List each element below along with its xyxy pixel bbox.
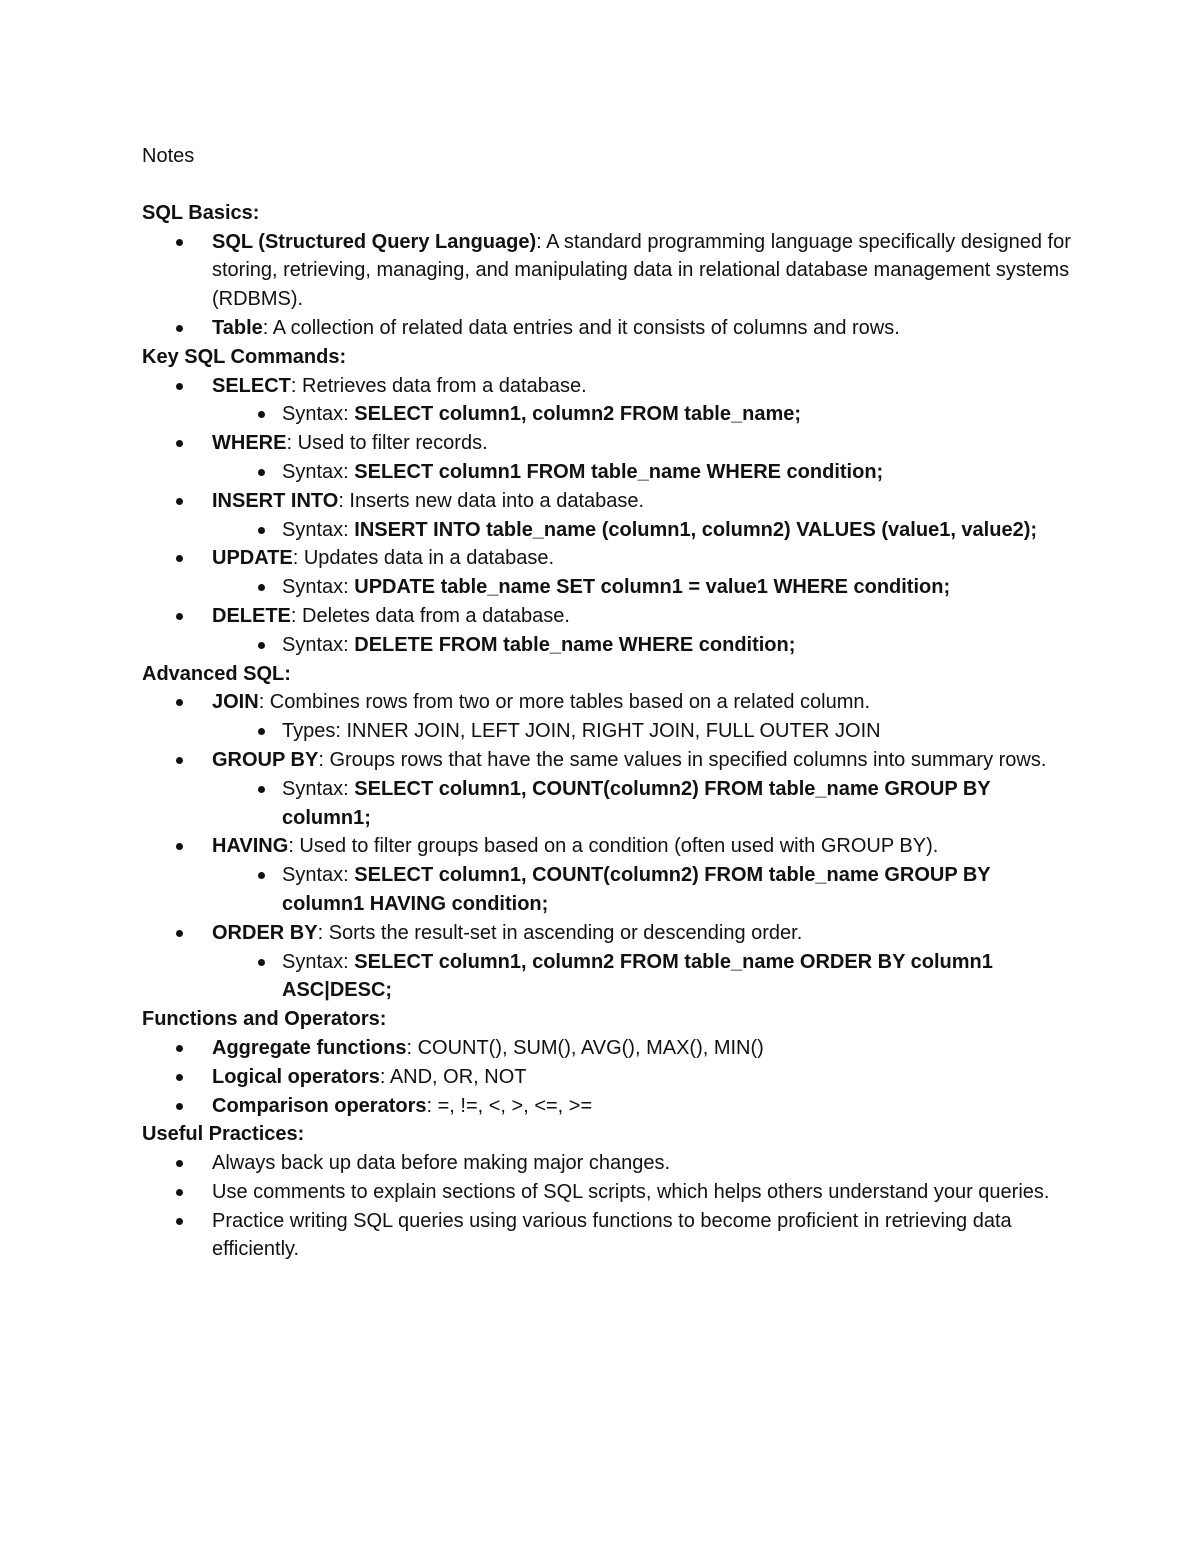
sub-list-item [212,631,1072,660]
bullet-icon [176,383,183,390]
bullet-icon [258,959,265,966]
sub-bullet-list [212,631,1072,660]
syntax-label: Syntax: [282,576,355,599]
syntax-code: SELECT column1, COUNT(column2) FROM table_name GROUP BY column1 HAVING condition; [282,864,991,915]
sub-bullet-list [212,861,1072,919]
list-item [142,487,1072,545]
sub-list-item [212,516,1072,545]
list-item [142,688,1072,746]
item-term: JOIN [212,691,259,714]
bullet-icon [176,1074,183,1081]
item-description: Practice writing SQL queries using various functions to become proficient in retrieving data efficiently. [212,1209,1012,1261]
item-description: : Inserts new data into a database. [338,489,645,512]
bullet-icon [176,1103,183,1110]
item-term: SQL (Structured Query Language) [212,230,537,253]
bullet-list [142,1034,1072,1120]
bullet-list [142,228,1072,343]
item-term: SELECT [212,374,291,397]
syntax-code: SELECT column1, column2 FROM table_name; [354,403,802,426]
bullet-icon [176,498,183,505]
item-description: : Updates data in a database. [292,547,555,570]
bullet-icon [176,1160,183,1167]
list-item [142,832,1072,918]
sub-list-item [212,573,1072,602]
item-description: Use comments to explain sections of SQL scripts, which helps others understand your queries. [212,1180,1050,1203]
sub-list-item [212,948,1072,1006]
bullet-icon [176,843,183,850]
bullet-icon [258,584,265,591]
syntax-label: Syntax: [282,950,355,973]
item-description: : AND, OR, NOT [379,1065,527,1088]
syntax-code: DELETE FROM table_name WHERE condition; [354,633,796,656]
bullet-icon [176,699,183,706]
bullet-icon [176,1218,183,1225]
syntax-label: Syntax: [282,460,355,483]
bullet-icon [258,786,265,793]
item-description: : Deletes data from a database. [290,604,570,627]
bullet-icon [176,555,183,562]
item-term: Comparison operators [212,1094,427,1117]
section-heading: SQL Basics: [142,201,260,224]
list-item [142,372,1072,430]
item-description: : A standard programming language specifically designed for storing, retrieving, managing, and manipulating data in relational database management systems (RDBMS). [212,230,1071,311]
syntax-label: Types: INNER JOIN, LEFT JOIN, RIGHT JOIN, FULL OUTER JOIN [282,720,881,743]
document-title: Notes [142,145,195,167]
list-item [142,544,1072,602]
sub-bullet-list [212,717,1072,746]
list-item [142,1149,1072,1178]
section-heading: Functions and Operators: [142,1008,387,1031]
sub-bullet-list [212,573,1072,602]
bullet-icon [176,930,183,937]
list-item [142,1207,1072,1265]
list-item [142,1178,1072,1207]
bullet-list [142,1149,1072,1264]
list-item [142,1034,1072,1063]
item-description: : Used to filter records. [286,432,488,455]
syntax-label: Syntax: [282,777,355,800]
syntax-label: Syntax: [282,633,355,656]
bullet-icon [258,728,265,735]
item-term: WHERE [212,432,287,455]
sub-bullet-list [212,948,1072,1006]
bullet-icon [258,527,265,534]
notes-sections [142,199,1072,1264]
sub-bullet-list [212,458,1072,487]
bullet-icon [258,642,265,649]
item-term: Logical operators [212,1065,380,1088]
syntax-code: SELECT column1, COUNT(column2) FROM table_name GROUP BY column1; [282,777,991,829]
bullet-icon [176,1045,183,1052]
sub-list-item [212,717,1072,746]
item-term: HAVING [212,835,289,858]
sub-list-item [212,458,1072,487]
sub-list-item [212,775,1072,833]
bullet-icon [258,469,265,476]
syntax-label: Syntax: [282,403,355,426]
bullet-list [142,688,1072,1005]
list-item [142,429,1072,487]
list-item [142,746,1072,832]
bullet-icon [258,411,265,418]
list-item [142,228,1072,314]
list-item [142,919,1072,1005]
sub-list-item [212,400,1072,429]
bullet-icon [176,440,183,447]
item-term: DELETE [212,604,291,627]
list-item [142,1092,1072,1121]
syntax-code: SELECT column1 FROM table_name WHERE condition; [354,460,884,483]
syntax-label: Syntax: [282,864,355,887]
syntax-code: UPDATE table_name SET column1 = value1 WHERE condition; [354,576,951,599]
bullet-icon [176,613,183,620]
item-description: : COUNT(), SUM(), AVG(), MAX(), MIN() [406,1036,764,1059]
bullet-icon [176,325,183,332]
bullet-icon [176,757,183,764]
list-item [142,314,1072,343]
bullet-icon [176,239,183,246]
item-description: Always back up data before making major changes. [212,1152,671,1175]
bullet-icon [258,872,265,879]
item-description: : Used to filter groups based on a condition (often used with GROUP BY). [288,835,939,858]
document-content [142,142,1072,1264]
sub-list-item [212,861,1072,919]
item-description: : =, !=, <, >, <=, >= [426,1094,593,1117]
syntax-code: SELECT column1, column2 FROM table_name ORDER BY column1 ASC|DESC; [282,950,993,1002]
item-description: : Combines rows from two or more tables based on a related column. [258,691,871,714]
syntax-code: INSERT INTO table_name (column1, column2) VALUES (value1, value2); [354,518,1038,541]
item-term: Table [212,316,263,339]
syntax-label: Syntax: [282,518,355,541]
bullet-list [142,372,1072,660]
section-heading: Useful Practices: [142,1123,305,1146]
item-term: UPDATE [212,547,293,570]
item-description: : A collection of related data entries and it consists of columns and rows. [262,316,900,339]
sub-bullet-list [212,516,1072,545]
item-term: GROUP BY [212,748,319,771]
section-heading: Key SQL Commands: [142,345,347,368]
item-description: : Groups rows that have the same values in specified columns into summary rows. [318,748,1047,771]
sub-bullet-list [212,400,1072,429]
list-item [142,602,1072,660]
section-heading: Advanced SQL: [142,662,291,685]
item-term: ORDER BY [212,921,318,944]
list-item [142,1063,1072,1092]
item-term: Aggregate functions [212,1036,407,1059]
item-description: : Retrieves data from a database. [290,374,587,397]
item-description: : Sorts the result-set in ascending or descending order. [317,921,803,944]
sub-bullet-list [212,775,1072,833]
item-term: INSERT INTO [212,489,339,512]
bullet-icon [176,1189,183,1196]
